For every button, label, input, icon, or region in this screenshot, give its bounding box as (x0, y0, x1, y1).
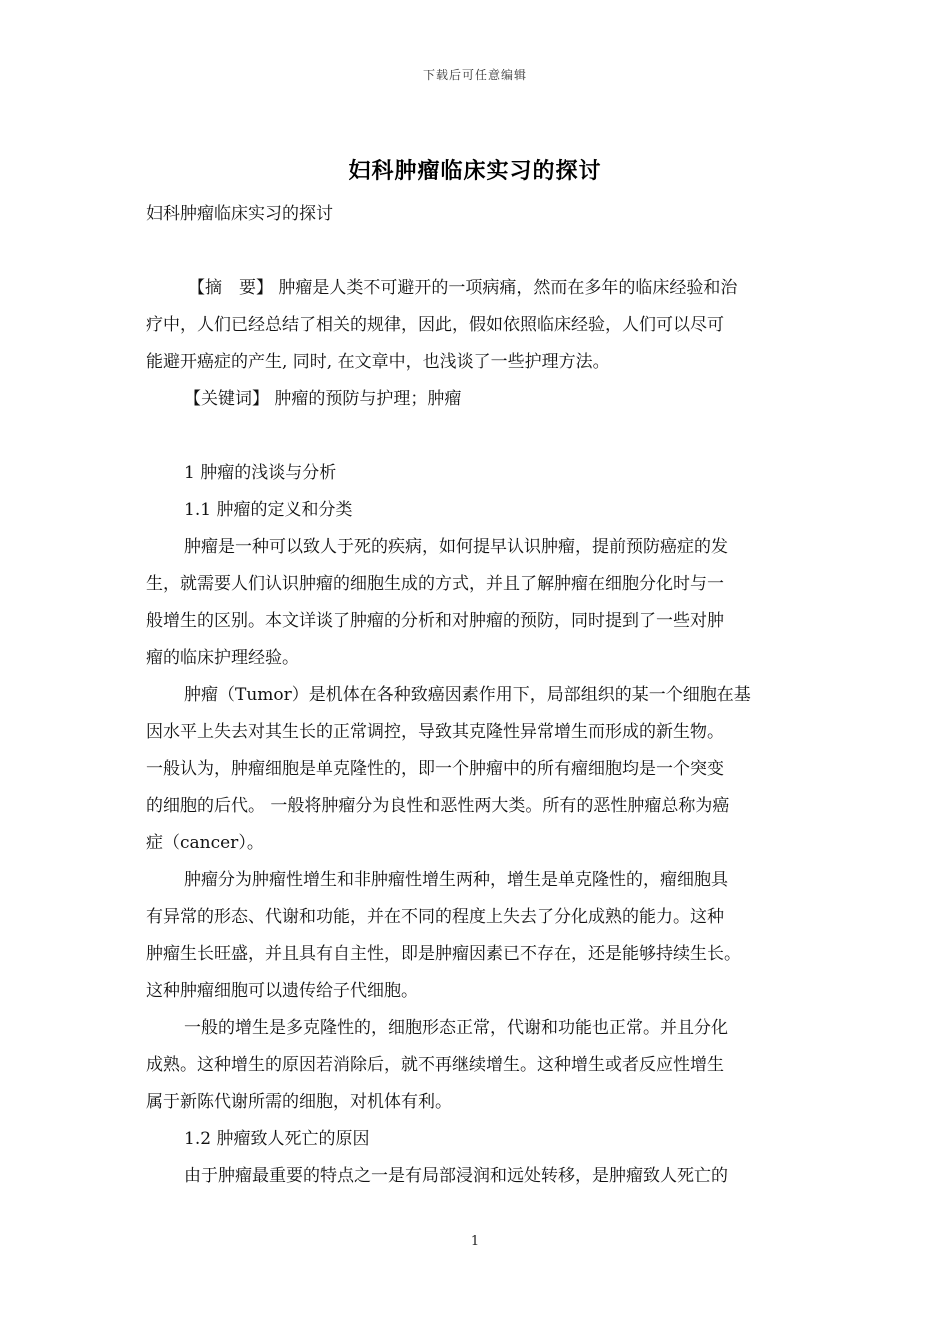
keywords-text: 肿瘤的预防与护理；肿瘤 (274, 389, 462, 409)
paragraph-line: 肿瘤是一种可以致人于死的疾病，如何提早认识肿瘤，提前预防癌症的发 (184, 537, 728, 557)
section-1-2-heading: 1.2 肿瘤致人死亡的原因 (184, 1129, 370, 1149)
paragraph-line: 般增生的区别。本文详谈了肿瘤的分析和对肿瘤的预防，同时提到了一些对肿 (146, 611, 724, 631)
paragraph-line: 一般的增生是多克隆性的，细胞形态正常，代谢和功能也正常。并且分化 (184, 1018, 728, 1038)
spacer (146, 418, 816, 455)
document-title: 妇科肿瘤临床实习的探讨 (348, 158, 602, 184)
paragraph-line: 肿瘤分为肿瘤性增生和非肿瘤性增生两种，增生是单克隆性的，瘤细胞具 (184, 870, 728, 890)
paragraph-line: 肿瘤（Tumor）是机体在各种致癌因素作用下，局部组织的某一个细胞在基 (184, 685, 751, 705)
page-number: 1 (470, 1234, 480, 1249)
section-1-heading: 1 肿瘤的浅谈与分析 (184, 463, 337, 483)
paragraph-line: 由于肿瘤最重要的特点之一是有局部浸润和远处转移，是肿瘤致人死亡的 (184, 1166, 728, 1186)
abstract-line-3: 能避开癌症的产生, 同时, 在文章中，也浅谈了一些护理方法。 (146, 352, 610, 372)
paragraph-line: 瘤的临床护理经验。 (146, 648, 299, 668)
paragraph-line: 因水平上失去对其生长的正常调控，导致其克隆性异常增生而形成的新生物。 (146, 722, 724, 742)
paragraph-line: 肿瘤生长旺盛，并且具有自主性，即是肿瘤因素已不存在，还是能够持续生长。 (146, 944, 741, 964)
paragraph-line: 生，就需要人们认识肿瘤的细胞生成的方式，并且了解肿瘤在细胞分化时与一 (146, 574, 724, 594)
paragraph-line: 成熟。这种增生的原因若消除后，就不再继续增生。这种增生或者反应性增生 (146, 1055, 724, 1075)
abstract-line-1 (146, 270, 816, 307)
paragraph-line: 有异常的形态、代谢和功能，并在不同的程度上失去了分化成熟的能力。这种 (146, 907, 724, 927)
abstract-line-2: 疗中，人们已经总结了相关的规律，因此，假如依照临床经验，人们可以尽可 (146, 315, 724, 335)
abstract-text-1: 肿瘤是人类不可避开的一项病痛，然而在多年的临床经验和治 (278, 278, 738, 298)
paragraph-line: 症（cancer）。 (146, 833, 264, 853)
keywords-line (146, 381, 816, 418)
document-body (146, 196, 816, 1195)
keywords-label: 【关键词】 (184, 389, 269, 409)
paragraph-line: 一般认为，肿瘤细胞是单克隆性的，即一个肿瘤中的所有瘤细胞均是一个突变 (146, 759, 724, 779)
paragraph-line: 的细胞的后代。 一般将肿瘤分为良性和恶性两大类。所有的恶性肿瘤总称为癌 (146, 796, 730, 816)
paragraph-line: 这种肿瘤细胞可以遗传给子代细胞。 (146, 981, 418, 1001)
header-note: 下载后可任意编辑 (422, 68, 527, 82)
abstract-label: 【摘 要】 (188, 278, 273, 298)
paragraph-line: 属于新陈代谢所需的细胞，对机体有利。 (146, 1092, 452, 1112)
section-1-1-heading: 1.1 肿瘤的定义和分类 (184, 500, 353, 520)
subtitle: 妇科肿瘤临床实习的探讨 (146, 204, 333, 224)
spacer (146, 233, 816, 270)
